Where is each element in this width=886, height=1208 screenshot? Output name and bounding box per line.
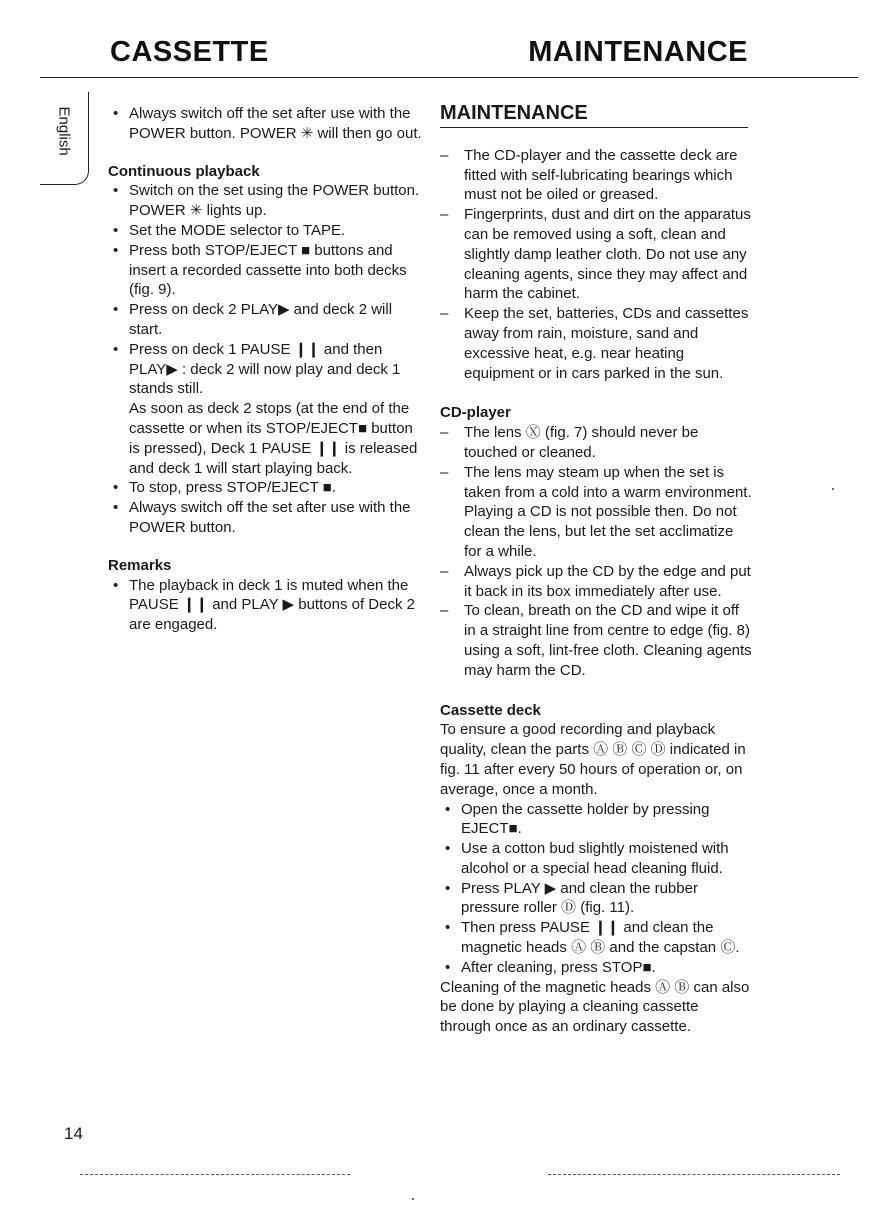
right-column: [440, 104, 752, 1037]
list-item-extra: As soon as deck 2 stops (at the end of the cassette or when its STOP/EJECT■ button is pressed), Deck 1 PAUSE ❙❙ is released and deck 1 will start playing back.: [129, 400, 418, 477]
list-item: • Set the MODE selector to TAPE.: [108, 221, 426, 241]
list-item-extra: POWER ✳ lights up.: [129, 202, 267, 220]
list-item: – The CD-player and the cassette deck are fitted with self-lubricating bearings which must not be oiled or greased.: [440, 146, 752, 205]
list-item: • Always switch off the set after use with the POWER button.: [108, 498, 426, 538]
cd-player-title: CD-player: [440, 404, 511, 422]
list-item: • Press on deck 2 PLAY▶ and deck 2 will start.: [108, 300, 426, 340]
scan-artifact-dot: [412, 1198, 414, 1200]
list-item: – Keep the set, batteries, CDs and cassettes away from rain, moisture, sand and excessive heat, e.g. near heating equipment or in cars parked in the sun.: [440, 304, 752, 383]
list-item: • Press both STOP/EJECT ■ buttons and insert a recorded cassette into both decks (fig. 9).: [108, 241, 426, 300]
cassette-list: [440, 800, 752, 978]
scan-artifact-line: [548, 1174, 840, 1175]
general-list: [440, 146, 752, 384]
list-item-text: Press on deck 1 PAUSE ❙❙ and then PLAY▶ : deck 2 will now play and deck 1 stands still.: [129, 340, 401, 398]
continuous-list: [108, 181, 426, 537]
scan-artifact-line: [80, 1174, 350, 1175]
list-item: • Use a cotton bud slightly moistened with alcohol or a special head cleaning fluid.: [440, 839, 752, 879]
maintenance-section-title: MAINTENANCE: [440, 104, 748, 128]
list-item: • To stop, press STOP/EJECT ■.: [108, 478, 426, 498]
cassette-deck-title: Cassette deck: [440, 701, 541, 719]
list-item: – The lens Ⓧ (fig. 7) should never be touched or cleaned.: [440, 423, 752, 463]
header-rule: [40, 77, 858, 78]
list-item: • Open the cassette holder by pressing EJECT■.: [440, 800, 752, 840]
list-item: [108, 340, 426, 479]
list-item: [108, 181, 426, 221]
left-column: [108, 104, 426, 635]
header-cassette: CASSETTE: [110, 36, 269, 68]
list-item: • Then press PAUSE ❙❙ and clean the magnetic heads Ⓐ Ⓑ and the capstan Ⓒ.: [440, 918, 752, 958]
list-item: – To clean, breath on the CD and wipe it off in a straight line from centre to edge (fig. 8) using a soft, lint-free cloth. Cleaning agents may harm the CD.: [440, 601, 752, 680]
list-item: • After cleaning, press STOP■.: [440, 958, 752, 978]
cassette-outro: Cleaning of the magnetic heads Ⓐ Ⓑ can also be done by playing a cleaning cassette through once as an ordinary cassette.: [440, 978, 750, 1036]
list-item-text: Switch on the set using the POWER button.: [129, 182, 420, 200]
header-maintenance: MAINTENANCE: [528, 36, 748, 68]
continuous-playback-title: Continuous playback: [108, 162, 260, 180]
intro-list: [108, 104, 426, 144]
remarks-list: [108, 576, 426, 635]
list-item: – The lens may steam up when the set is taken from a cold into a warm environment. Playing a CD is not possible then. Do not clean the lens, but let the set acclimatize for a while.: [440, 463, 752, 562]
language-tab-label: English: [55, 106, 73, 156]
list-item: – Always pick up the CD by the edge and put it back in its box immediately after use.: [440, 562, 752, 602]
cassette-intro: To ensure a good recording and playback quality, clean the parts Ⓐ Ⓑ Ⓒ Ⓓ indicated in fig. 11 after every 50 hours of operation or, on average, once a month.: [440, 721, 746, 798]
list-item: • Press PLAY ▶ and clean the rubber pressure roller Ⓓ (fig. 11).: [440, 879, 752, 919]
list-item: • Always switch off the set after use with the POWER button. POWER ✳ will then go out.: [108, 104, 426, 144]
list-item: • The playback in deck 1 is muted when the PAUSE ❙❙ and PLAY ▶ buttons of Deck 2 are engaged.: [108, 576, 426, 635]
page-number: 14: [64, 1124, 83, 1143]
cd-list: [440, 423, 752, 680]
remarks-title: Remarks: [108, 556, 172, 574]
scan-artifact-dot: [832, 488, 834, 490]
list-item: – Fingerprints, dust and dirt on the apparatus can be removed using a soft, clean and slightly damp leather cloth. Do not use any cleaning agents, since they may affect and harm the cabinet.: [440, 205, 752, 304]
